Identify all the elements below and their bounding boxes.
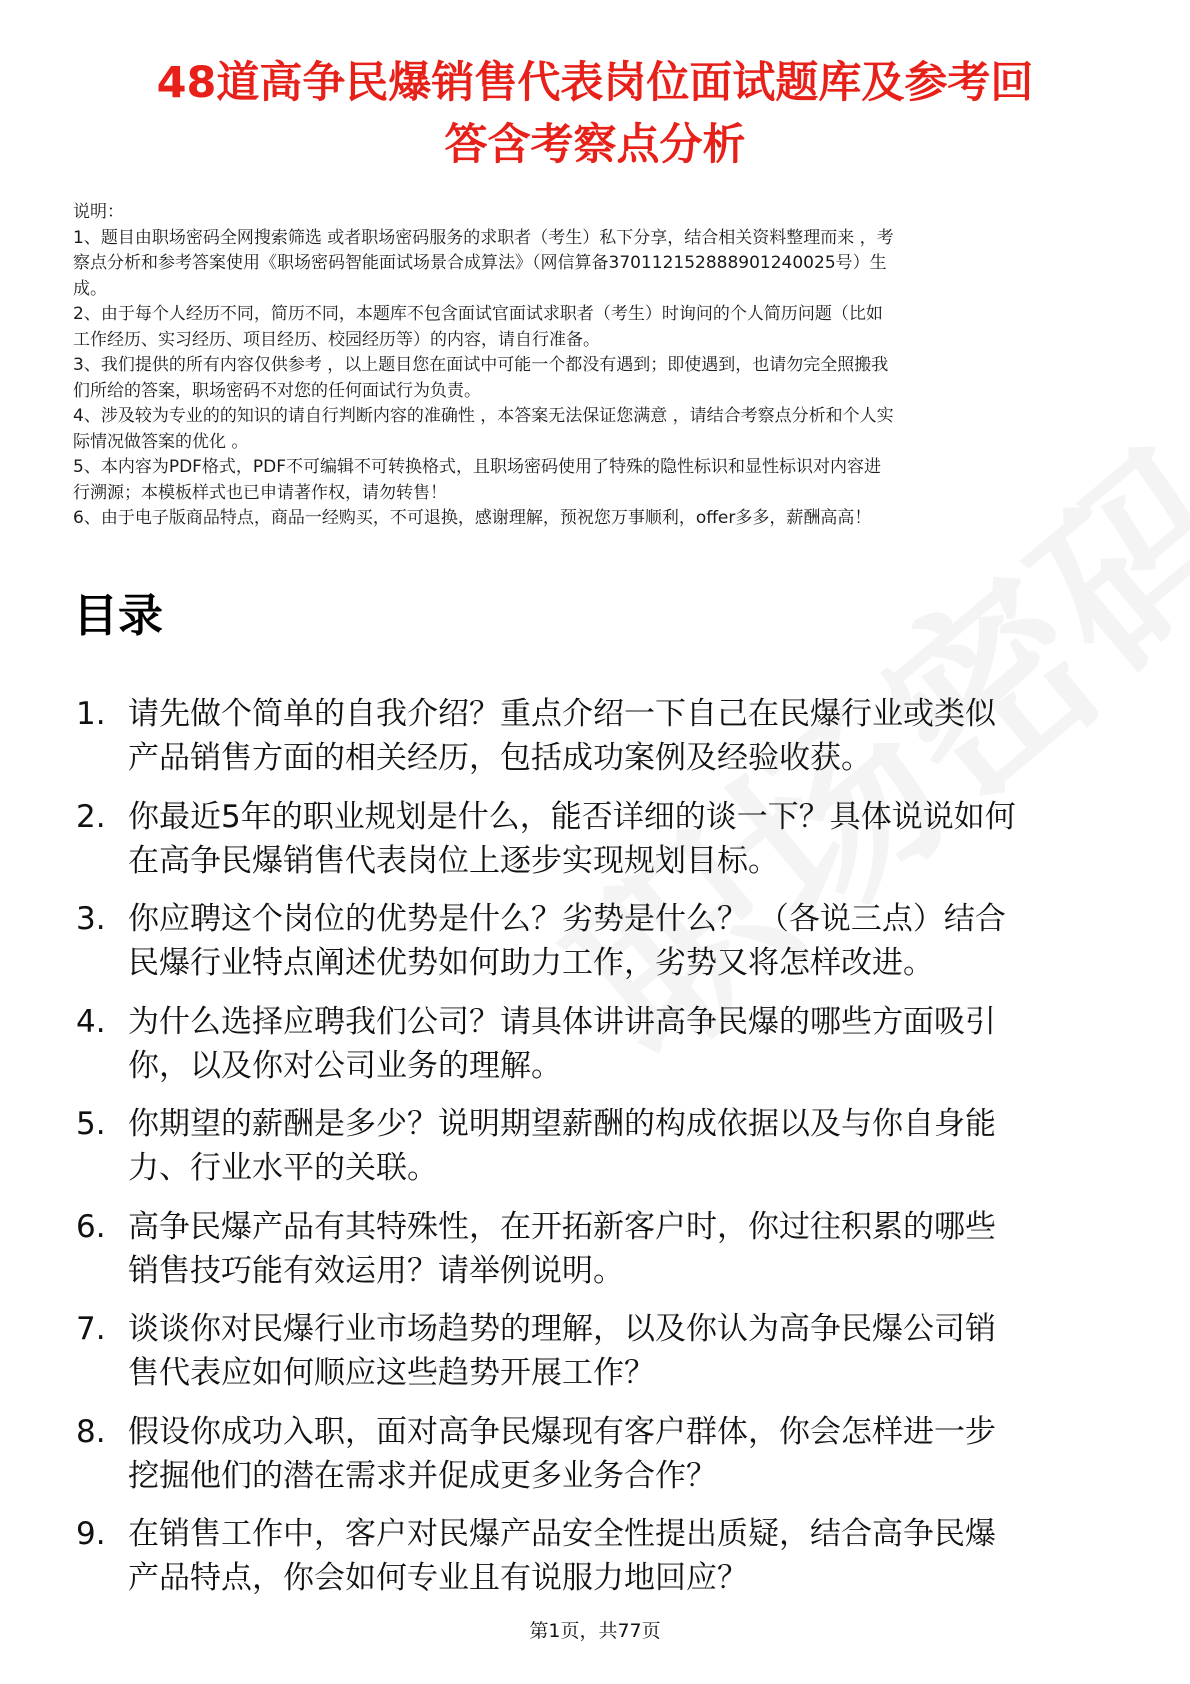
toc-item-text-line1: 为什么选择应聘我们公司？请具体讲讲高争民爆的哪些方面吸引 [128, 1003, 996, 1040]
toc-item-number: 1. [76, 696, 106, 732]
toc-item-7[interactable] [73, 1307, 1133, 1395]
toc-item-8[interactable] [73, 1410, 1133, 1498]
toc-item-text-line2: 在高争民爆销售代表岗位上逐步实现规划目标。 [128, 842, 779, 879]
toc-item-number: 3. [76, 901, 106, 937]
toc-heading: 目录 [73, 589, 164, 642]
toc-item-text-line2: 售代表应如何顺应这些趋势开展工作？ [128, 1355, 655, 1391]
note-line: 们所给的答案，职场密码不对您的任何面试行为负责。 [73, 380, 481, 401]
toc-item-number: 7. [76, 1311, 106, 1347]
toc-item-5[interactable] [73, 1102, 1133, 1190]
note-line: 际情况做答案的优化 。 [73, 431, 249, 452]
instructions-notes [73, 200, 1123, 532]
title-line-1: 48道高争民爆销售代表岗位面试题库及参考回 [156, 58, 1034, 108]
toc-item-2[interactable] [73, 795, 1133, 883]
note-line: 行溯源；本模板样式也已申请著作权，请勿转售！ [73, 482, 447, 503]
note-line: 1、题目由职场密码全网搜索筛选 或者职场密码服务的求职者（考生）私下分享，结合相关资料整理而来 ，考 [73, 227, 894, 248]
toc-item-text-line1: 你应聘这个岗位的优势是什么？劣势是什么？ （各说三点）结合 [128, 901, 1006, 937]
note-line: 工作经历、实习经历、项目经历、校园经历等）的内容，请自行准备。 [73, 329, 600, 350]
toc-item-text-line1: 谈谈你对民爆行业市场趋势的理解，以及你认为高争民爆公司销 [128, 1311, 996, 1347]
toc-item-number: 9. [76, 1516, 106, 1552]
toc-item-number: 2. [76, 798, 106, 835]
title-line-2: 答含考察点分析 [444, 120, 746, 170]
note-line: 成。 [73, 278, 107, 299]
table-of-contents [73, 692, 1133, 1615]
note-line: 5、本内容为PDF格式，PDF不可编辑不可转换格式，且职场密码使用了特殊的隐性标识和显性标识对内容进 [73, 457, 882, 477]
note-line: 3、我们提供的所有内容仅供参考 ，以上题目您在面试中可能一个都没有遇到；即使遇到，也请勿完全照搬我 [73, 355, 889, 375]
toc-item-4[interactable] [73, 1000, 1133, 1088]
note-line: 2、由于每个人经历不同，简历不同，本题库不包含面试官面试求职者（考生）时询问的个人简历问题（比如 [73, 304, 883, 324]
toc-item-text-line1: 请先做个简单的自我介绍？重点介绍一下自己在民爆行业或类似 [128, 696, 996, 732]
note-line: 察点分析和参考答案使用《职场密码智能面试场景合成算法》（网信算备370112152888901240025号）生 [73, 253, 887, 273]
toc-item-text-line1: 你最近5年的职业规划是什么，能否详细的谈一下？具体说说如何 [128, 798, 1016, 835]
note-line: 6、由于电子版商品特点，商品一经购买，不可退换，感谢理解，预祝您万事顺利，offer多多，薪酬高高！ [73, 508, 872, 528]
toc-item-text-line2: 销售技巧能有效运用？请举例说明。 [128, 1252, 624, 1289]
toc-item-number: 4. [76, 1003, 106, 1040]
toc-item-number: 8. [76, 1413, 106, 1450]
toc-item-text-line2: 民爆行业特点阐述优势如何助力工作，劣势又将怎样改进。 [128, 945, 934, 981]
toc-item-9[interactable] [73, 1512, 1133, 1600]
page-number-footer: 第1页，共77页 [529, 1620, 661, 1642]
toc-item-text-line1: 假设你成功入职，面对高争民爆现有客户群体，你会怎样进一步 [128, 1413, 996, 1450]
toc-item-number: 5. [76, 1106, 106, 1142]
toc-item-text-line1: 在销售工作中，客户对民爆产品安全性提出质疑，结合高争民爆 [128, 1516, 996, 1552]
note-line: 4、涉及较为专业的的知识的请自行判断内容的准确性 ，本答案无法保证您满意 ，请结合考察点分析和个人实 [73, 406, 894, 426]
toc-item-number: 6. [76, 1208, 106, 1245]
toc-item-1[interactable] [73, 692, 1133, 780]
toc-item-text-line2: 挖掘他们的潜在需求并促成更多业务合作？ [128, 1457, 717, 1494]
toc-item-6[interactable] [73, 1205, 1133, 1293]
toc-item-text-line2: 力、行业水平的关联。 [128, 1150, 438, 1186]
document-title [60, 52, 1130, 176]
toc-item-text-line1: 高争民爆产品有其特殊性，在开拓新客户时，你过往积累的哪些 [128, 1208, 996, 1245]
toc-item-text-line2: 产品销售方面的相关经历，包括成功案例及经验收获。 [128, 740, 872, 776]
toc-item-3[interactable] [73, 897, 1133, 985]
toc-item-text-line2: 你，以及你对公司业务的理解。 [128, 1047, 562, 1084]
toc-item-text-line1: 你期望的薪酬是多少？说明期望薪酬的构成依据以及与你自身能 [128, 1106, 996, 1142]
toc-item-text-line2: 产品特点，你会如何专业且有说服力地回应？ [128, 1560, 748, 1596]
note-line: 说明： [73, 202, 124, 222]
